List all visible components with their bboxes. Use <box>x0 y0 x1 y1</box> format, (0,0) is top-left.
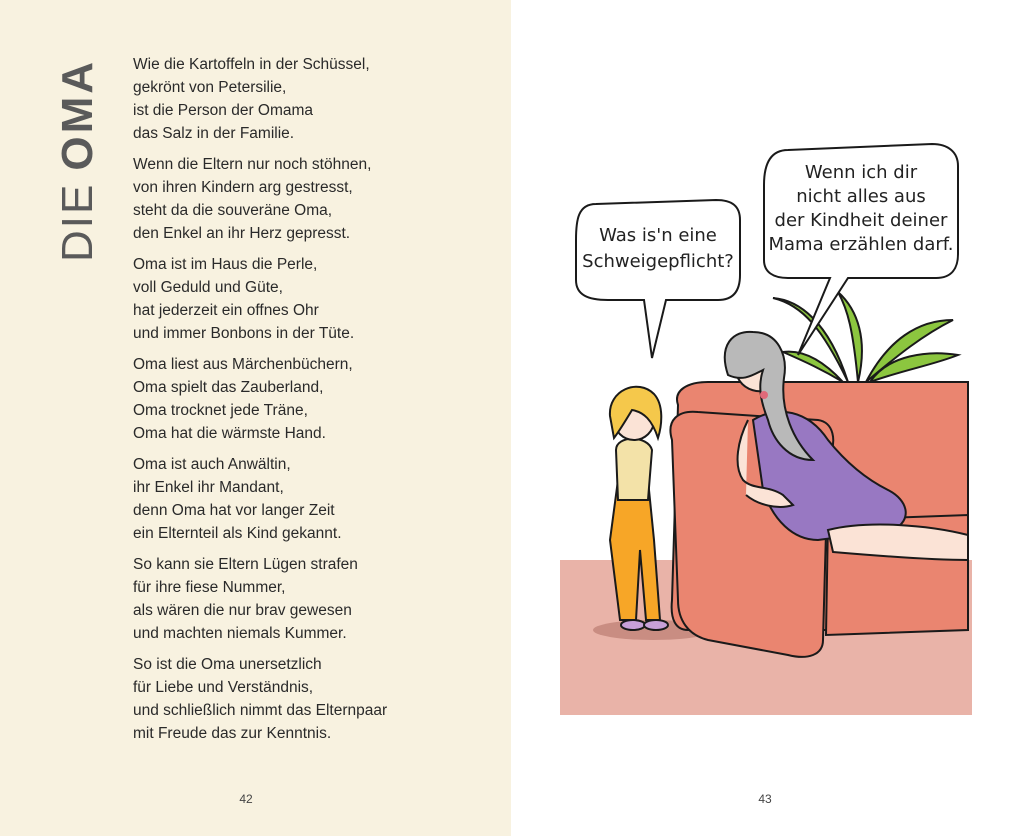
poem-line: den Enkel an ihr Herz gepresst. <box>133 225 351 242</box>
poem-line: gekrönt von Petersilie, <box>133 79 287 96</box>
page-number-left: 42 <box>239 792 253 806</box>
poem-line: Oma ist im Haus die Perle, <box>133 256 318 273</box>
stanza <box>133 553 493 645</box>
speech-bubble-child <box>576 200 740 358</box>
poem-line: und machten niemals Kummer. <box>133 625 347 642</box>
poem-line: mit Freude das zur Kenntnis. <box>133 725 332 742</box>
oma-line-2: nicht alles aus <box>796 186 926 207</box>
stanza <box>133 653 493 745</box>
poem-line: Oma liest aus Märchenbüchern, <box>133 356 353 373</box>
oma-line-1: Wenn ich dir <box>804 162 918 183</box>
plant <box>773 292 958 382</box>
poem-line: Wie die Kartoffeln in der Schüssel, <box>133 56 370 73</box>
poem-line: ein Elternteil als Kind gekannt. <box>133 525 342 542</box>
poem-line: und immer Bonbons in der Tüte. <box>133 325 355 342</box>
poem-line: und schließlich nimmt das Elternpaar <box>133 702 388 719</box>
poem-line: voll Geduld und Güte, <box>133 279 283 296</box>
poem-line: So ist die Oma unersetzlich <box>133 656 322 673</box>
poem-line: für ihre fiese Nummer, <box>133 579 286 596</box>
poem-line: denn Oma hat vor langer Zeit <box>133 502 335 519</box>
title-word: OMA <box>53 58 102 171</box>
stanza <box>133 53 493 145</box>
stanza <box>133 153 493 245</box>
poem-line: Oma trocknet jede Träne, <box>133 402 308 419</box>
page-number-right: 43 <box>758 792 772 806</box>
poem <box>133 53 493 753</box>
title-article: DIE <box>53 182 102 262</box>
poem-line: Oma ist auch Anwältin, <box>133 456 291 473</box>
oma-line-4: Mama erzählen darf. <box>768 234 954 255</box>
stanza <box>133 253 493 345</box>
poem-line: für Liebe und Verständnis, <box>133 679 314 696</box>
poem-line: ist die Person der Omama <box>133 102 314 119</box>
poem-line: hat jederzeit ein offnes Ohr <box>133 302 319 319</box>
poem-line: steht da die souveräne Oma, <box>133 202 333 219</box>
poem-line: ihr Enkel ihr Mandant, <box>133 479 284 496</box>
stanza <box>133 453 493 545</box>
poem-line: Oma hat die wärmste Hand. <box>133 425 326 442</box>
poem-line: So kann sie Eltern Lügen strafen <box>133 556 358 573</box>
poem-line: Wenn die Eltern nur noch stöhnen, <box>133 156 372 173</box>
child-line-2: Schweigepflicht? <box>582 251 734 272</box>
poem-line: von ihren Kindern arg gestresst, <box>133 179 353 196</box>
poem-line: das Salz in der Familie. <box>133 125 295 142</box>
poem-title <box>53 58 102 262</box>
poem-line: als wären die nur brav gewesen <box>133 602 352 619</box>
cartoon-illustration <box>548 120 988 720</box>
stanza <box>133 353 493 445</box>
poem-line: Oma spielt das Zauberland, <box>133 379 324 396</box>
child-line-1: Was is'n eine <box>599 225 717 246</box>
oma-line-3: der Kindheit deiner <box>774 210 948 231</box>
